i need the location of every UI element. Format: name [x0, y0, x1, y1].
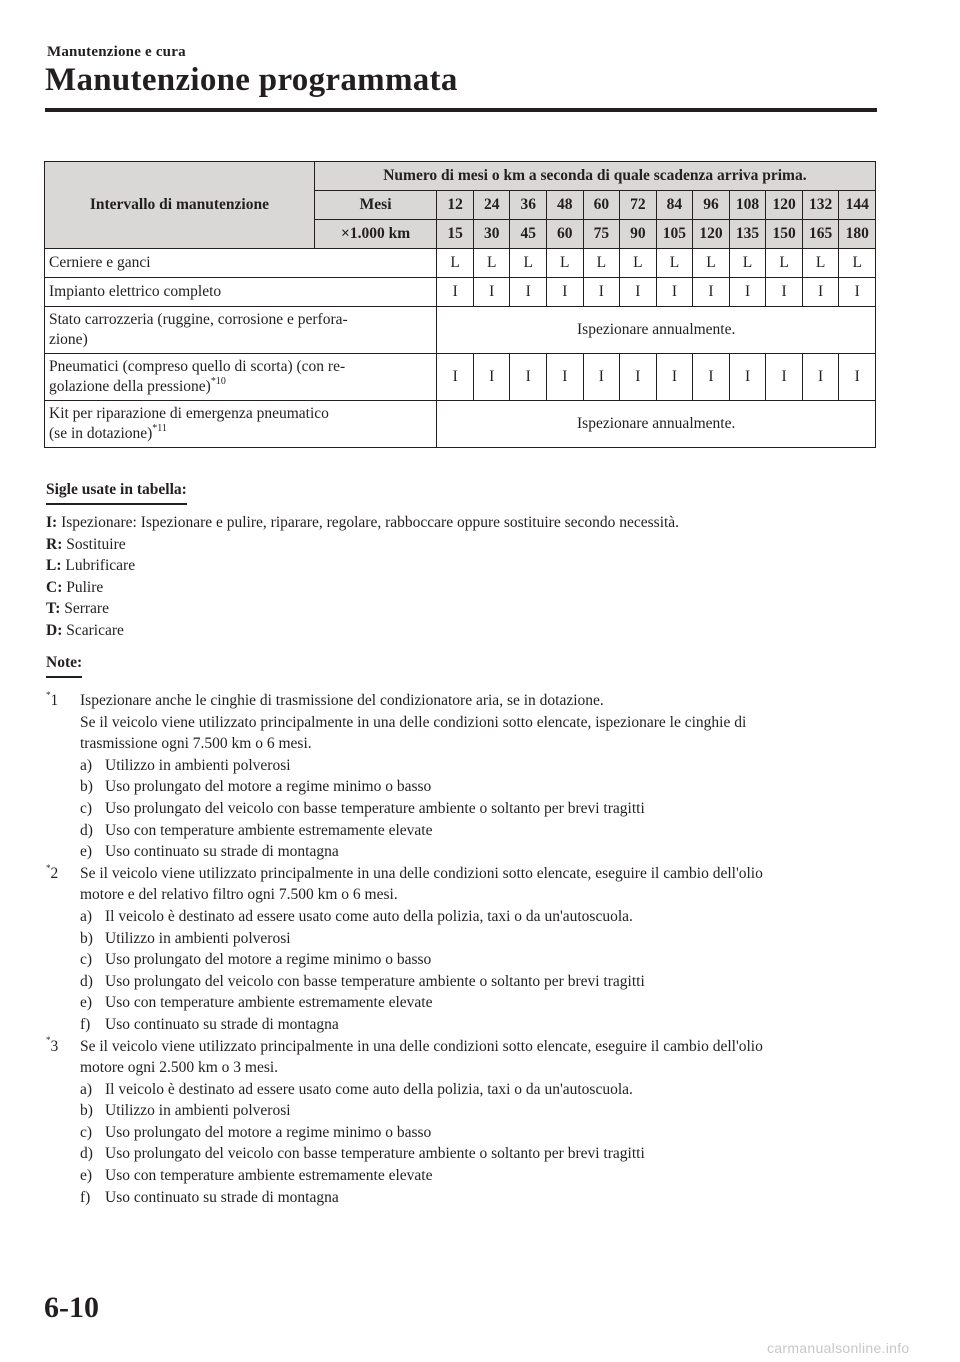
watermark: carmanualsonline.info — [767, 1340, 910, 1356]
page-title: Manutenzione programmata — [45, 62, 458, 98]
month-cell: 96 — [693, 191, 730, 220]
note-star: * — [46, 1035, 51, 1046]
row-value: I — [473, 354, 510, 401]
km-cell: 135 — [729, 220, 766, 249]
table-row — [45, 278, 876, 307]
legend-text: Pulire — [66, 578, 104, 596]
sub-text: Uso prolungato del motore a regime minimo o basso — [105, 1123, 432, 1141]
row-value: I — [839, 278, 876, 307]
note-item — [46, 690, 876, 863]
km-cell: 30 — [473, 220, 510, 249]
row-value: L — [437, 249, 474, 278]
month-cell: 120 — [766, 191, 803, 220]
legend-key: C: — [46, 578, 63, 596]
note-subitem — [80, 971, 876, 993]
sub-letter: a) — [80, 907, 93, 925]
row-value: I — [766, 278, 803, 307]
interval-header: Intervallo di manutenzione — [45, 162, 315, 249]
note-subitem — [80, 906, 876, 928]
row-value: I — [766, 354, 803, 401]
row-span-value: Ispezionare annualmente. — [437, 307, 876, 354]
sub-text: Uso prolungato del motore a regime minimo o basso — [105, 951, 432, 969]
month-cell: 108 — [729, 191, 766, 220]
table-row — [45, 249, 876, 278]
month-cell: 24 — [473, 191, 510, 220]
row-value: I — [839, 354, 876, 401]
row-value: I — [729, 354, 766, 401]
sub-text: Uso con temperature ambiente estremamente elevate — [105, 1167, 433, 1185]
km-label: ×1.000 km — [314, 220, 437, 249]
sub-letter: d) — [80, 821, 93, 839]
legend-text: Serrare — [64, 600, 109, 617]
sub-text: Utilizzo in ambienti polverosi — [105, 929, 291, 947]
sub-letter: b) — [80, 1102, 93, 1120]
sub-letter: e) — [80, 843, 93, 861]
notes-heading: Note: — [46, 654, 82, 678]
sub-letter: b) — [80, 929, 93, 947]
maintenance-table — [44, 161, 876, 448]
row-item-line: Kit per riparazione di emergenza pneumatico — [49, 405, 329, 422]
sub-text: Il veicolo è destinato ad essere usato come auto della polizia, taxi o da un'autoscuola. — [105, 907, 633, 925]
row-value: L — [656, 249, 693, 278]
sub-text: Uso con temperature ambiente estremamente elevate — [105, 994, 433, 1012]
note-star: * — [46, 862, 51, 873]
row-value: I — [437, 278, 474, 307]
legend-item — [46, 598, 679, 620]
row-item-line: Pneumatici (compreso quello di scorta) (con re- — [49, 358, 346, 375]
sub-text: Uso continuato su strade di montagna — [105, 1188, 339, 1206]
note-marker — [46, 863, 58, 885]
sub-letter: f) — [80, 1015, 91, 1033]
row-item — [45, 354, 437, 401]
note-subitem — [80, 949, 876, 971]
legend-key: R: — [46, 535, 63, 553]
km-cell: 75 — [583, 220, 620, 249]
row-value: I — [620, 354, 657, 401]
table-row — [45, 307, 876, 354]
sub-letter: a) — [80, 756, 93, 774]
km-cell: 105 — [656, 220, 693, 249]
row-value: I — [510, 354, 547, 401]
note-subitem — [80, 992, 876, 1014]
note-subitem — [80, 755, 876, 777]
row-item-line: zione) — [49, 331, 88, 348]
km-cell: 90 — [620, 220, 657, 249]
note-subitem — [80, 1187, 876, 1209]
sub-letter: c) — [80, 951, 93, 969]
note-number: 3 — [50, 1037, 59, 1055]
sub-text: Uso prolungato del veicolo con basse temperature ambiente o soltanto per brevi tragitti — [105, 799, 645, 817]
row-item — [45, 307, 437, 354]
km-cell: 60 — [547, 220, 584, 249]
span-header: Numero di mesi o km a seconda di quale scadenza arriva prima. — [314, 162, 875, 191]
row-value: I — [656, 278, 693, 307]
notes-list — [46, 690, 876, 1208]
sub-letter: e) — [80, 1167, 93, 1185]
sub-text: Uso continuato su strade di montagna — [105, 843, 339, 861]
legend-heading: Sigle usate in tabella: — [46, 481, 187, 505]
row-value: L — [839, 249, 876, 278]
month-cell: 84 — [656, 191, 693, 220]
legend-text: Sostituire — [66, 535, 126, 553]
legend-text: Lubrificare — [65, 557, 136, 574]
row-value: I — [547, 354, 584, 401]
sub-letter: c) — [80, 1123, 93, 1141]
sub-letter: a) — [80, 1080, 93, 1098]
note-line: Se il veicolo viene utilizzato principalmente in una delle condizioni sotto elencate, eseguire il cambio dell'olio — [80, 864, 763, 882]
row-value: L — [547, 249, 584, 278]
legend-key: I: — [46, 514, 58, 531]
km-cell: 150 — [766, 220, 803, 249]
row-value: L — [766, 249, 803, 278]
sub-text: Il veicolo è destinato ad essere usato come auto della polizia, taxi o da un'autoscuola. — [105, 1080, 633, 1098]
row-value: I — [437, 354, 474, 401]
sub-text: Uso prolungato del motore a regime minimo o basso — [105, 778, 432, 796]
note-subitem — [80, 1165, 876, 1187]
month-cell: 36 — [510, 191, 547, 220]
row-value: I — [583, 278, 620, 307]
note-subitem — [80, 1122, 876, 1144]
note-line: trasmissione ogni 7.500 km o 6 mesi. — [80, 735, 312, 753]
note-star: * — [46, 689, 51, 700]
month-cell: 12 — [437, 191, 474, 220]
note-item — [46, 1036, 876, 1209]
note-marker — [46, 690, 58, 712]
sub-text: Uso con temperature ambiente estremamente elevate — [105, 821, 433, 839]
sub-letter: b) — [80, 778, 93, 796]
km-cell: 15 — [437, 220, 474, 249]
row-value: I — [473, 278, 510, 307]
legend-item — [46, 555, 679, 577]
table-row — [45, 354, 876, 401]
row-value: I — [547, 278, 584, 307]
note-line: Se il veicolo viene utilizzato principalmente in una delle condizioni sotto elencate, ispezionare le cinghie di — [80, 713, 747, 731]
row-value: I — [693, 278, 730, 307]
note-marker — [46, 1036, 58, 1058]
note-line: Se il veicolo viene utilizzato principalmente in una delle condizioni sotto elencate, eseguire il cambio dell'olio — [80, 1037, 763, 1055]
legend-text: Scaricare — [66, 621, 124, 639]
row-value: I — [802, 278, 839, 307]
row-item: Impianto elettrico completo — [45, 278, 437, 307]
row-value: L — [620, 249, 657, 278]
sub-letter: e) — [80, 994, 93, 1012]
months-label: Mesi — [314, 191, 437, 220]
title-divider — [45, 108, 877, 112]
month-cell: 144 — [839, 191, 876, 220]
row-value: I — [620, 278, 657, 307]
row-span-value: Ispezionare annualmente. — [437, 401, 876, 448]
note-line: motore ogni 2.500 km o 3 mesi. — [80, 1059, 279, 1077]
row-item: Cerniere e ganci — [45, 249, 437, 278]
sub-letter: d) — [80, 972, 93, 990]
note-subitem — [80, 1100, 876, 1122]
legend-key: D: — [46, 621, 63, 639]
legend-item — [46, 534, 679, 556]
row-value: L — [583, 249, 620, 278]
sub-letter: d) — [80, 1145, 93, 1163]
sub-text: Uso prolungato del veicolo con basse temperature ambiente o soltanto per brevi tragitti — [105, 972, 645, 990]
note-subitem — [80, 1143, 876, 1165]
km-cell: 45 — [510, 220, 547, 249]
section-label: Manutenzione e cura — [47, 44, 186, 60]
note-line: motore e del relativo filtro ogni 7.500 km o 6 mesi. — [80, 886, 398, 904]
km-cell: 120 — [693, 220, 730, 249]
note-subitem — [80, 820, 876, 842]
note-line: Ispezionare anche le cinghie di trasmissione del condizionatore aria, se in dotazione. — [80, 692, 604, 709]
row-item-line: Stato carrozzeria (ruggine, corrosione e perfora- — [49, 311, 348, 328]
table-row — [45, 401, 876, 448]
note-subitem — [80, 928, 876, 950]
row-value: L — [802, 249, 839, 278]
row-value: I — [693, 354, 730, 401]
row-value: L — [473, 249, 510, 278]
row-value: I — [510, 278, 547, 307]
note-number: 1 — [50, 692, 59, 709]
legend-key: T: — [46, 600, 61, 617]
sub-text: Utilizzo in ambienti polverosi — [105, 1102, 291, 1120]
month-cell: 60 — [583, 191, 620, 220]
note-subitem — [80, 798, 876, 820]
row-value: I — [729, 278, 766, 307]
sub-letter: c) — [80, 799, 93, 817]
legend-item — [46, 577, 679, 599]
month-cell: 72 — [620, 191, 657, 220]
km-cell: 165 — [802, 220, 839, 249]
row-value: L — [693, 249, 730, 278]
note-subitem — [80, 1014, 876, 1036]
km-cell: 180 — [839, 220, 876, 249]
note-subitem — [80, 1079, 876, 1101]
row-value: I — [583, 354, 620, 401]
note-subitem — [80, 776, 876, 798]
sub-text: Uso prolungato del veicolo con basse temperature ambiente o soltanto per brevi tragitti — [105, 1145, 645, 1163]
legend-text: Ispezionare: Ispezionare e pulire, riparare, regolare, rabboccare oppure sostituire secondo necessità. — [61, 514, 680, 531]
footnote-ref: *10 — [210, 375, 226, 387]
row-item — [45, 401, 437, 448]
row-value: I — [802, 354, 839, 401]
note-number: 2 — [50, 864, 59, 882]
page-number: 6-10 — [44, 1291, 99, 1324]
row-value: L — [510, 249, 547, 278]
row-value: I — [656, 354, 693, 401]
legend-list — [46, 512, 679, 641]
note-item — [46, 863, 876, 1036]
row-value: L — [729, 249, 766, 278]
month-cell: 132 — [802, 191, 839, 220]
legend-item — [46, 620, 679, 642]
month-cell: 48 — [547, 191, 584, 220]
note-subitem — [80, 841, 876, 863]
sub-text: Uso continuato su strade di montagna — [105, 1015, 339, 1033]
legend-item — [46, 512, 679, 534]
sub-text: Utilizzo in ambienti polverosi — [105, 756, 291, 774]
row-item-line: golazione della pressione) — [49, 378, 211, 395]
row-item-line: (se in dotazione) — [49, 425, 153, 442]
sub-letter: f) — [80, 1188, 91, 1206]
legend-key: L: — [46, 557, 62, 574]
footnote-ref: *11 — [152, 422, 167, 434]
